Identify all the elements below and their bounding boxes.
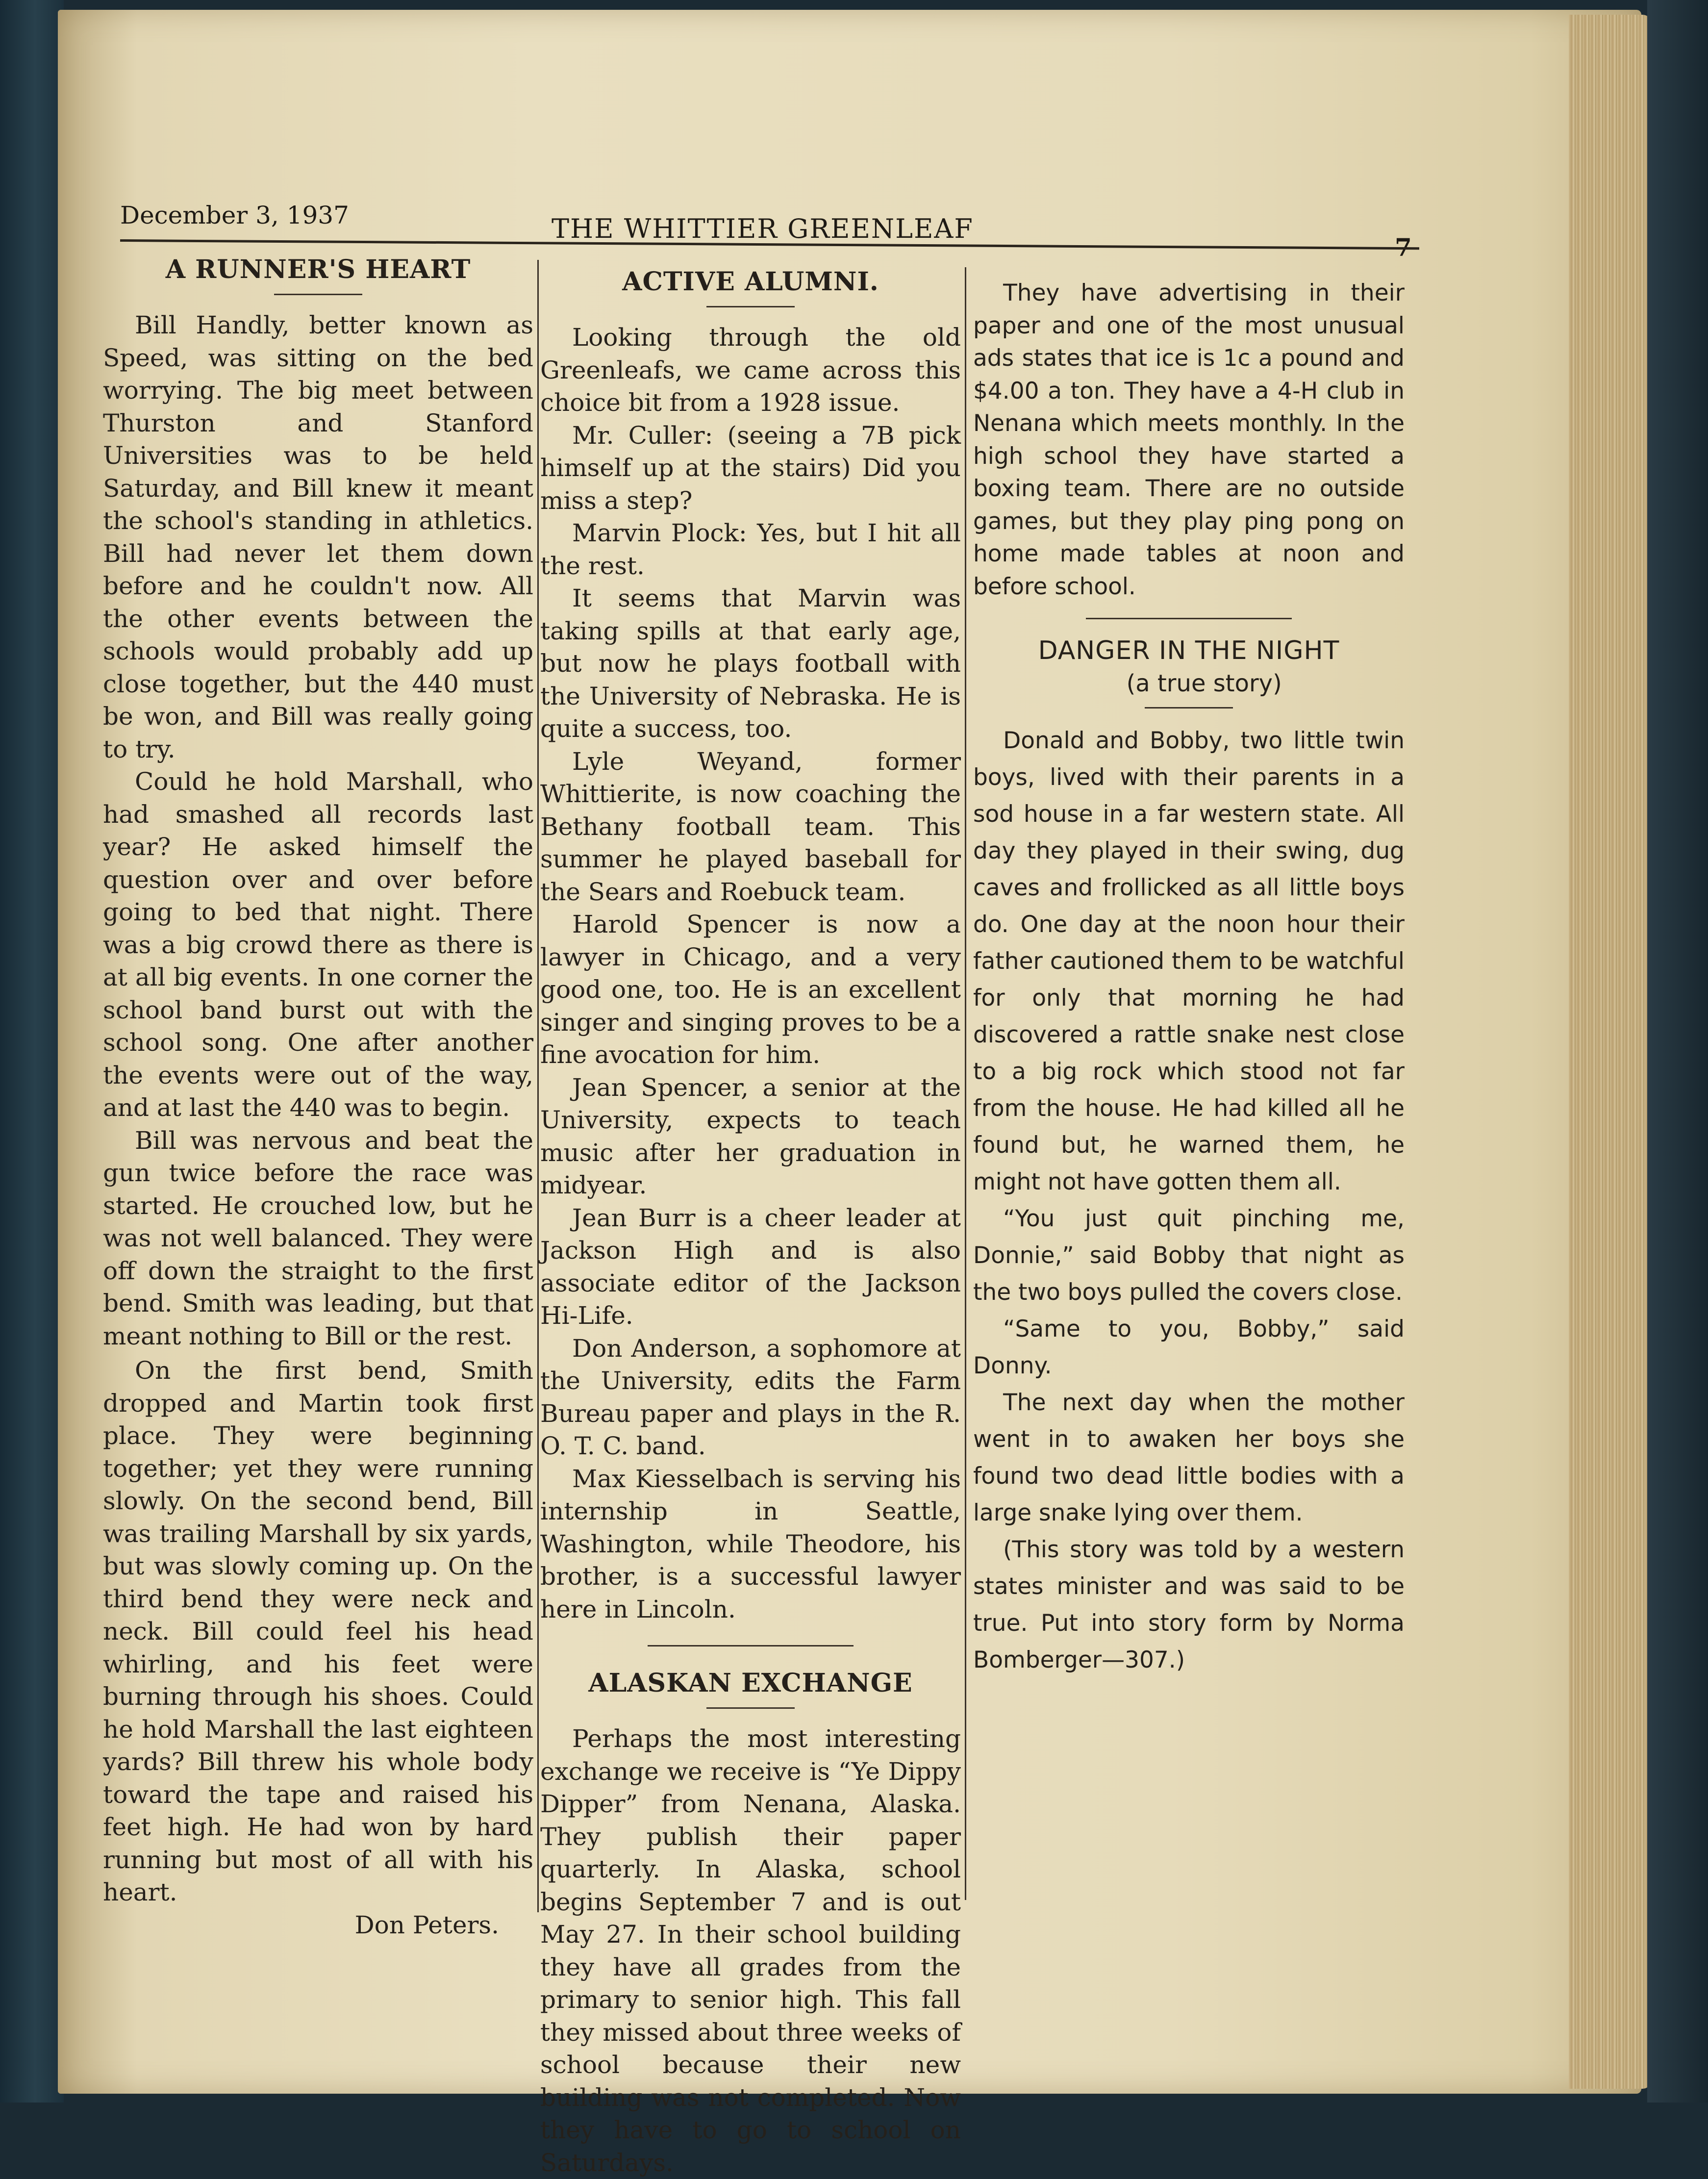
alumni-paragraph: Looking through the old Greenleafs, we came across this choice bit from a 1928 issue.: [540, 323, 961, 417]
danger-title: DANGER IN THE NIGHT: [1038, 636, 1340, 665]
column-divider-2: [965, 267, 966, 1900]
book-cover-edge: [1647, 0, 1708, 2103]
active-alumni-title: ACTIVE ALUMNI.: [622, 267, 879, 297]
alumni-paragraph: Lyle Weyand, former Whittierite, is now coaching the Bethany football team. This summer he played baseball for the Sears and Roebuck team.: [540, 747, 961, 906]
book-binding: [0, 0, 64, 2103]
alumni-paragraph: Marvin Plock: Yes, but I hit all the rest.: [540, 519, 961, 580]
column-divider-1: [537, 260, 539, 1912]
danger-paragraph: “Same to you, Bobby,” said Donny.: [973, 1315, 1405, 1379]
page-number: 7: [1395, 233, 1412, 262]
section-rule: [648, 1645, 854, 1647]
danger-subtitle: (a true story): [1126, 670, 1282, 697]
alumni-paragraph: It seems that Marvin was taking spills at that early age, but now he plays football with the University of Nebraska. He is quite a success, too.: [540, 584, 961, 743]
runners-heart-title: A RUNNER'S HEART: [165, 254, 471, 284]
runners-heart-paragraph: Bill Handly, better known as Speed, was sitting on the bed worrying. The big meet between Thurston and Stanford Universities was to be held Saturday, and Bill knew it meant the school's standing in athletics. Bill had never let them down before and he couldn't now. All the other events between the schools would probably add up close together, but the 440 must be won, and Bill was really going to try.: [103, 311, 533, 763]
danger-paragraph: Donald and Bobby, two little twin boys, lived with their parents in a sod house in a far western state. All day they played in their swing, dug caves and frollicked as all little boys do. One day at the noon hour their father cautioned them to be watchful for only that morning he had discovered a rattle snake nest close to a big rock which stood not far from the house. He had killed all he found but, he warned them, he might not have gotten them all.: [973, 727, 1405, 1195]
alaskan-paragraph: They have advertising in their paper and one of the most unusual ads states that ice is 1c a pound and $4.00 a ton. They have a 4-H club in Nenana which meets monthly. In the high school they have started a boxing team. There are no outside games, but they play ping pong on home made tables at noon and before school.: [973, 279, 1405, 600]
alaskan-exchange-title: ALASKAN EXCHANGE: [588, 1668, 913, 1698]
danger-paragraph: “You just quit pinching me, Donnie,” said Bobby that night as the two boys pulled the covers close.: [973, 1205, 1405, 1306]
column-2: [540, 265, 961, 2179]
title-rule: [274, 294, 362, 295]
alumni-paragraph: Max Kiesselbach is serving his internship in Seattle, Washington, while Theodore, his brother, is a successful lawyer here in Lincoln.: [540, 1464, 961, 1623]
danger-paragraph: The next day when the mother went in to awaken her boys she found two dead little bodies with a large snake lying over them.: [973, 1389, 1405, 1526]
alumni-paragraph: Don Anderson, a sophomore at the University, edits the Farm Bureau paper and plays in the R. O. T. C. band.: [540, 1334, 961, 1460]
alumni-paragraph: Jean Spencer, a senior at the University, expects to teach music after her graduation in midyear.: [540, 1073, 961, 1199]
runners-heart-paragraph: Could he hold Marshall, who had smashed all records last year? He asked himself the question over and over before going to bed that night. There was a big crowd there as there is at all big events. In one corner the school band burst out with the school song. One after another the events were out of the way, and at last the 440 was to begin.: [103, 767, 533, 1122]
runners-heart-byline: Don Peters.: [354, 1910, 499, 1939]
alumni-paragraph: Jean Burr is a cheer leader at Jackson High and is also associate editor of the Jackson Hi-Life.: [540, 1203, 961, 1330]
title-rule: [706, 1707, 795, 1709]
issue-date: December 3, 1937: [120, 201, 349, 229]
alaskan-paragraph: Perhaps the most interesting exchange we receive is “Ye Dippy Dipper” from Nenana, Alaska. They publish their paper quarterly. In Alaska, school begins September 7 and is out May 27. In their school building they have all grades from the primary to senior high. This fall they missed about three weeks of school because their new building was not completed. Now they have to go to school on Saturdays.: [540, 1724, 961, 2177]
title-rule: [706, 306, 795, 307]
alumni-paragraph: Mr. Culler: (seeing a 7B pick himself up at the stairs) Did you miss a step?: [540, 421, 961, 515]
title-rule: [1145, 707, 1233, 709]
column-3: [973, 277, 1405, 1678]
alumni-paragraph: Harold Spencer is now a lawyer in Chicago, and a very good one, too. He is an excellent singer and singing proves to be a fine avocation for him.: [540, 910, 961, 1069]
column-1: [103, 253, 533, 1941]
runners-heart-paragraph: Bill was nervous and beat the gun twice before the race was started. He crouched low, but he was not well balanced. They were off down the straight to the first bend. Smith was leading, but that meant nothing to Bill or the rest.: [103, 1126, 533, 1350]
danger-paragraph: (This story was told by a western states minister and was said to be true. Put into story form by Norma Bomberger—307.): [973, 1536, 1405, 1673]
danger-story: [973, 722, 1405, 1678]
runners-heart-paragraph: On the first bend, Smith dropped and Martin took first place. They were beginning together; yet they were running slowly. On the second bend, Bill was trailing Marshall by six yards, but was slowly coming up. On the third bend they were neck and neck. Bill could feel his head whirling, and his feet were burning through his shoes. Could he hold Marshall the last eighteen yards? Bill threw his whole body toward the tape and raised his feet high. He had won by hard running but most of all with his heart.: [103, 1356, 533, 1906]
newspaper-title: THE WHITTIER GREENLEAF: [552, 213, 974, 244]
page-edges: [1569, 15, 1652, 2089]
section-rule: [1086, 618, 1292, 619]
